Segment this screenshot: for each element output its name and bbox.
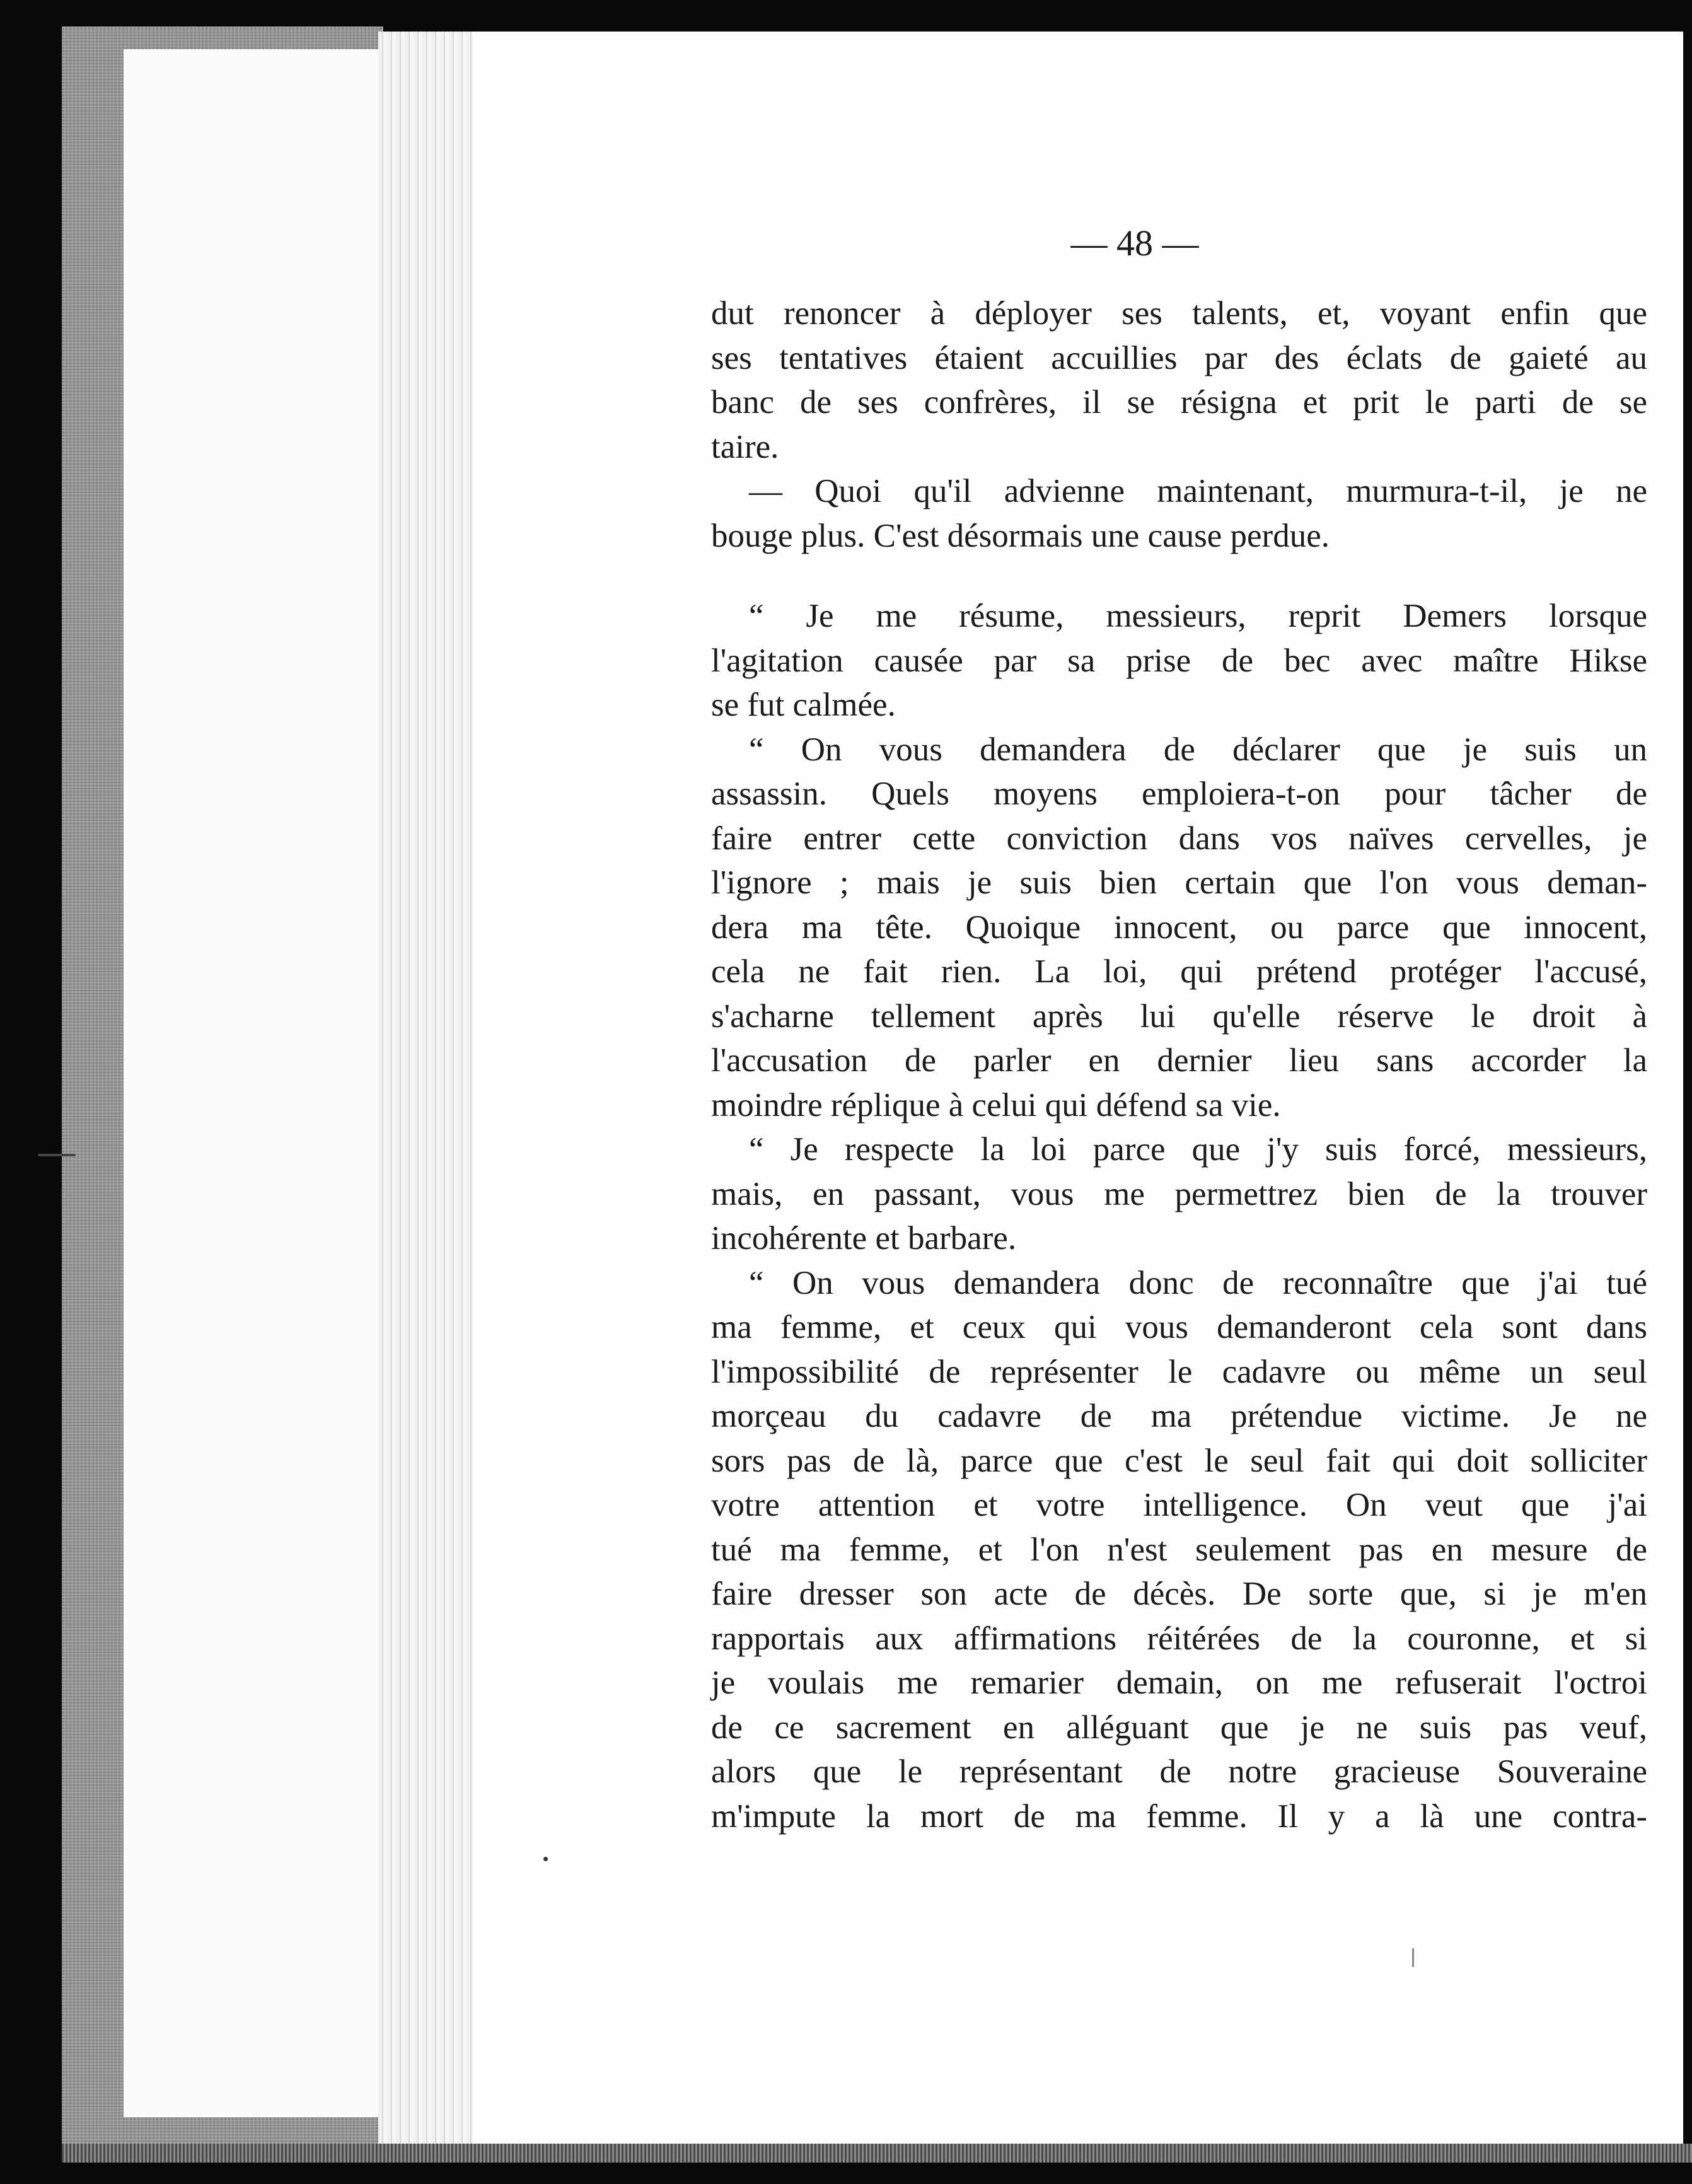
dust-speck: [1412, 1948, 1414, 1967]
text-line: banc de ses confrères, il se résigna et prit le parti de se: [711, 384, 1647, 421]
text-line: dera ma tête. Quoique innocent, ou parce que innocent,: [711, 909, 1647, 946]
text-line: s'acharne tellement après lui qu'elle réserve le droit à: [711, 997, 1647, 1035]
dust-speck: [38, 1154, 76, 1156]
text-line: tué ma femme, et l'on n'est seulement pas en mesure de: [711, 1531, 1647, 1568]
text-line: l'agitation causée par sa prise de bec avec maître Hikse: [711, 642, 1647, 679]
text-line: cela ne fait rien. La loi, qui prétend protéger l'accusé,: [711, 953, 1647, 990]
page-block-edges: [378, 32, 473, 2150]
text-line: “ Je respecte la loi parce que j'y suis forcé, messieurs,: [749, 1131, 1647, 1168]
text-line: votre attention et votre intelligence. On veut que j'ai: [711, 1487, 1647, 1523]
text-line: se fut calmée.: [711, 687, 896, 723]
paragraph-gap: [711, 558, 1647, 594]
blank-pastedown: [124, 49, 382, 2117]
text-line: de ce sacrement en alléguant que je ne suis pas veuf,: [711, 1709, 1647, 1746]
body-text: [711, 291, 1647, 1838]
text-line: je voulais me remarier demain, on me refuserait l'octroi: [711, 1664, 1647, 1701]
text-line: ses tentatives étaient accuillies par des éclats de gaieté au: [711, 339, 1647, 376]
text-line: l'ignore ; mais je suis bien certain que l'on vous deman-: [711, 864, 1647, 901]
dust-speck: [543, 1857, 548, 1861]
page-number: — 48 —: [1070, 223, 1199, 264]
text-line: “ Je me résume, messieurs, reprit Demers lorsque: [749, 598, 1647, 634]
text-line: sors pas de là, parce que c'est le seul fait qui doit solliciter: [711, 1442, 1647, 1479]
text-line: m'impute la mort de ma femme. Il y a là une contra-: [711, 1798, 1647, 1835]
text-line: ma femme, et ceux qui vous demanderont cela sont dans: [711, 1309, 1647, 1345]
text-line: assassin. Quels moyens emploiera-t-on pour tâcher de: [711, 775, 1647, 812]
text-line: — Quoi qu'il advienne maintenant, murmura-t-il, je ne: [749, 473, 1647, 509]
text-line: morçeau du cadavre de ma prétendue victime. Je ne: [711, 1398, 1647, 1434]
text-line: alors que le représentant de notre gracieuse Souveraine: [711, 1753, 1647, 1790]
text-line: rapportais aux affirmations réitérées de la couronne, et si: [711, 1620, 1647, 1657]
text-line: l'impossibilité de représenter le cadavre ou même un seul: [711, 1353, 1647, 1390]
text-line: faire dresser son acte de décès. De sorte que, si je m'en: [711, 1576, 1647, 1612]
text-line: mais, en passant, vous me permettrez bien de la trouver: [711, 1175, 1647, 1212]
text-line: taire.: [711, 428, 779, 465]
text-line: dut renoncer à déployer ses talents, et, voyant enfin que: [711, 295, 1647, 332]
text-line: l'accusation de parler en dernier lieu sans accorder la: [711, 1042, 1647, 1079]
text-line: moindre réplique à celui qui défend sa vie.: [711, 1086, 1281, 1124]
text-line: faire entrer cette conviction dans vos naïves cervelles, je: [711, 820, 1647, 857]
text-line: bouge plus. C'est désormais une cause perdue.: [711, 517, 1330, 554]
text-line: “ On vous demandera de déclarer que je suis un: [749, 731, 1647, 768]
text-line: “ On vous demandera donc de reconnaître que j'ai tué: [749, 1264, 1647, 1301]
text-line: incohérente et barbare.: [711, 1220, 1017, 1257]
bottom-cover-strip: [62, 2144, 1692, 2163]
